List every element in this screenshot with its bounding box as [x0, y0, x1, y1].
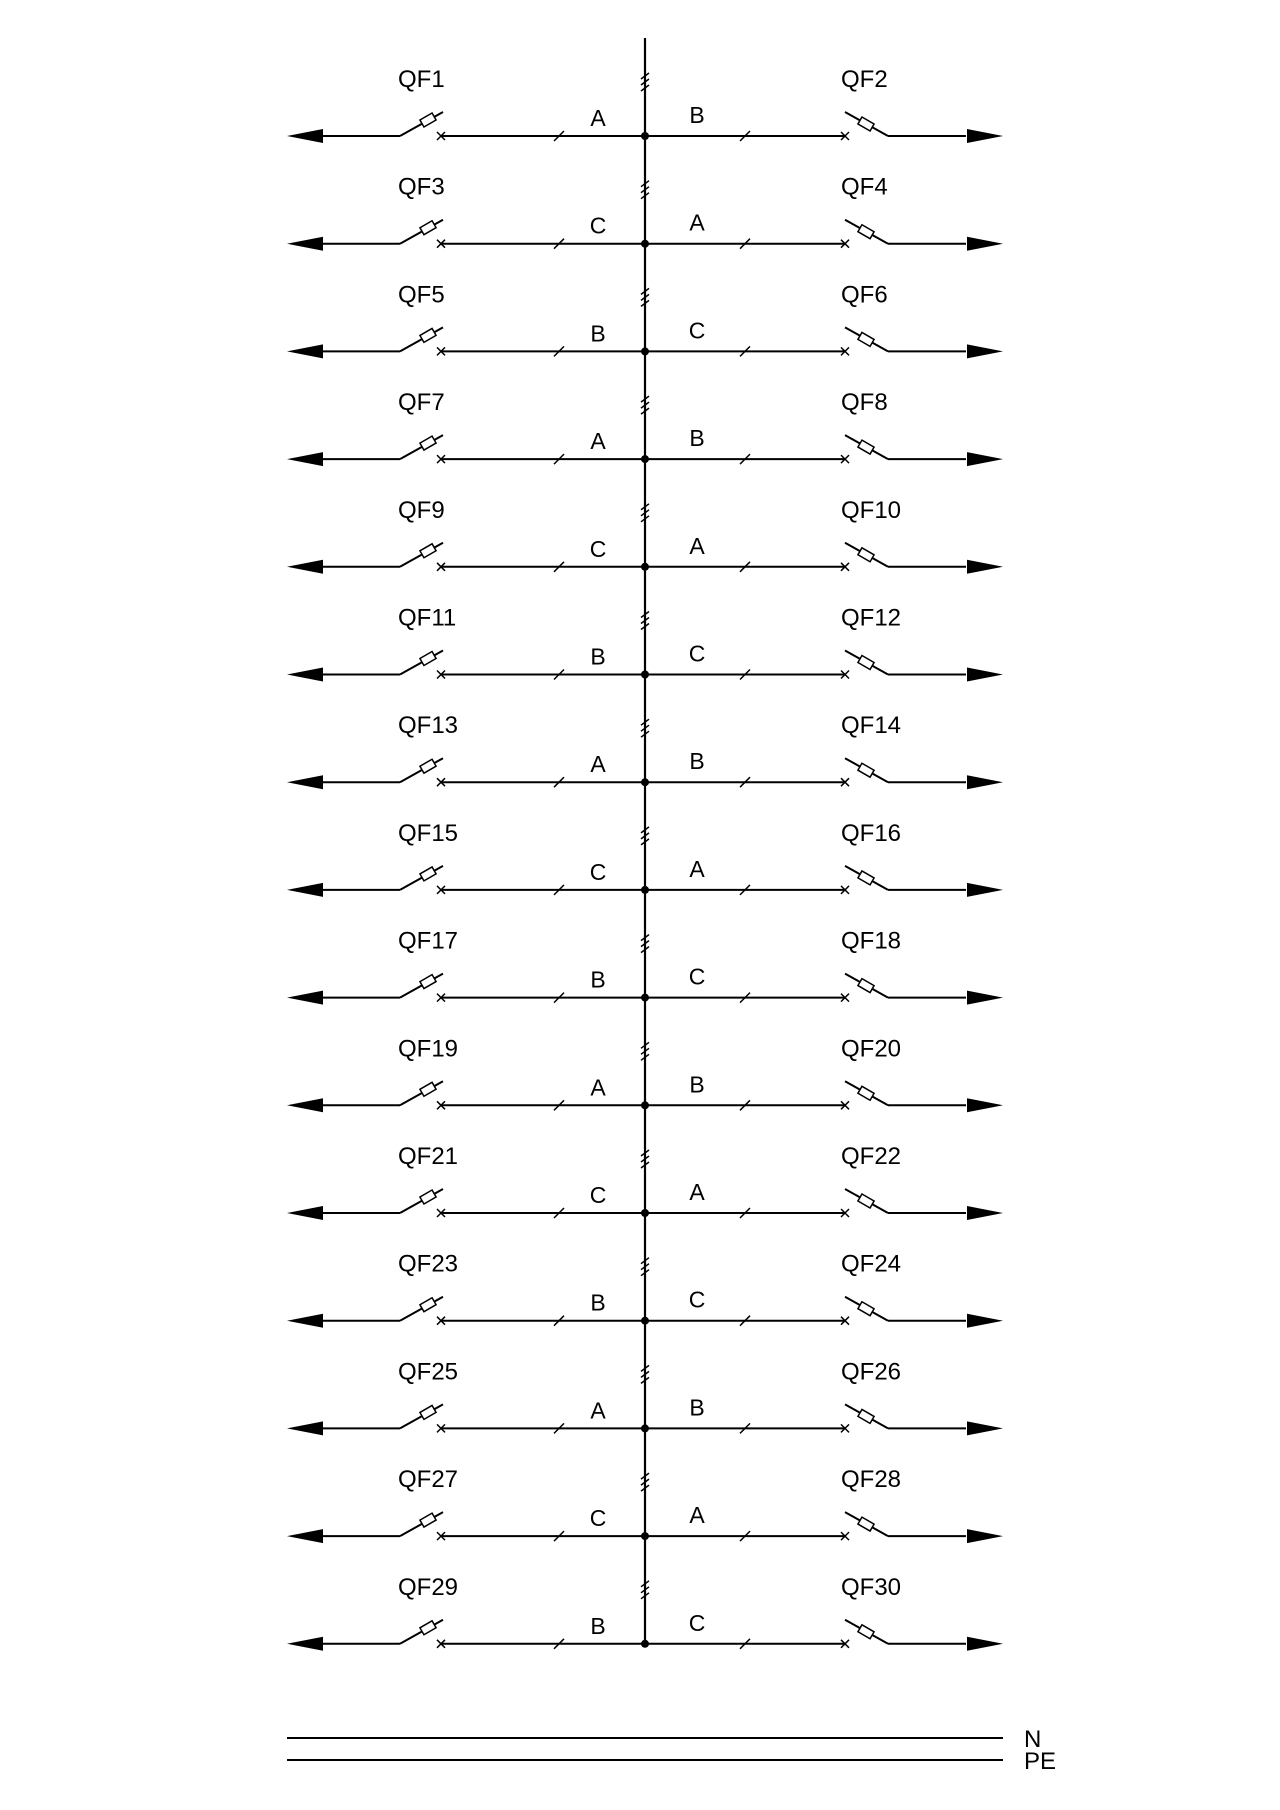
left-breaker-box	[420, 1405, 436, 1419]
left-breaker-box	[420, 1621, 436, 1635]
right-phase-label: B	[689, 748, 705, 775]
right-arrow-head	[967, 237, 1003, 251]
right-breaker-box	[858, 225, 874, 239]
right-arrow-head	[967, 991, 1003, 1005]
right-arrow-head	[967, 668, 1003, 682]
right-breaker-box	[858, 763, 874, 777]
left-phase-label: B	[590, 320, 606, 347]
left-breaker-box	[420, 328, 436, 342]
right-phase-label: B	[689, 1071, 705, 1098]
right-breaker-label: QF20	[841, 1035, 902, 1063]
right-breaker-label: QF14	[841, 712, 902, 740]
right-arrow-head	[967, 1637, 1003, 1651]
left-breaker-label: QF7	[398, 389, 445, 417]
right-phase-label: C	[688, 1286, 706, 1313]
left-phase-label: A	[590, 428, 606, 455]
left-phase-label: C	[589, 212, 607, 239]
right-breaker-box	[858, 332, 874, 346]
left-breaker-label: QF13	[398, 712, 459, 740]
left-breaker-label: QF23	[398, 1250, 459, 1278]
right-breaker-label: QF8	[841, 389, 888, 417]
right-breaker-label: QF4	[841, 173, 888, 201]
right-breaker-box	[858, 871, 874, 885]
right-breaker-label: QF22	[841, 1143, 902, 1170]
conductor	[287, 1726, 1041, 1753]
right-arrow-head	[967, 1314, 1003, 1328]
right-arrow-head	[967, 560, 1003, 574]
right-phase-label: B	[689, 425, 705, 452]
left-phase-label: A	[590, 751, 606, 778]
right-phase-label: A	[689, 532, 705, 559]
right-breaker-box	[858, 1517, 874, 1531]
right-phase-label: A	[689, 1179, 705, 1205]
conductor-label-pe: PE	[1024, 1748, 1057, 1775]
left-arrow-head	[287, 1421, 323, 1435]
left-arrow-head	[287, 1314, 323, 1328]
left-breaker-box	[420, 436, 436, 450]
left-arrow-head	[287, 560, 323, 574]
left-phase-label: B	[590, 1289, 606, 1316]
right-arrow-head	[967, 1098, 1003, 1112]
right-phase-label: C	[688, 317, 706, 344]
left-arrow-head	[287, 1637, 323, 1651]
right-phase-label: C	[688, 963, 706, 990]
right-breaker-label: QF30	[841, 1573, 902, 1601]
conductor-label-n: N	[1024, 1726, 1042, 1753]
left-breaker-box	[420, 759, 436, 773]
left-breaker-box	[420, 544, 436, 558]
left-phase-label: A	[590, 105, 606, 131]
right-breaker-box	[858, 1302, 874, 1316]
right-breaker-label: QF28	[841, 1466, 902, 1494]
left-arrow-head	[287, 1098, 323, 1112]
left-breaker-label: QF9	[398, 496, 445, 524]
left-phase-label: C	[589, 1182, 607, 1208]
left-breaker-box	[420, 113, 436, 127]
right-breaker-box	[858, 548, 874, 562]
left-breaker-box	[420, 1298, 436, 1312]
left-arrow-head	[287, 237, 323, 251]
left-arrow-head	[287, 129, 323, 143]
left-phase-label: B	[590, 1612, 606, 1639]
right-breaker-box	[858, 117, 874, 131]
left-breaker-label: QF11	[398, 604, 457, 632]
left-breaker-box	[420, 1082, 436, 1096]
right-arrow-head	[967, 1421, 1003, 1435]
right-breaker-box	[858, 440, 874, 454]
left-breaker-label: QF21	[398, 1143, 459, 1170]
conductor	[287, 1748, 1056, 1775]
right-breaker-label: QF24	[841, 1250, 902, 1278]
right-arrow-head	[967, 452, 1003, 466]
left-breaker-box	[420, 652, 436, 666]
left-arrow-head	[287, 668, 323, 682]
left-breaker-box	[420, 1513, 436, 1527]
left-phase-label: A	[590, 1397, 606, 1424]
right-arrow-head	[967, 1529, 1003, 1543]
right-breaker-label: QF6	[841, 281, 888, 309]
left-breaker-label: QF27	[398, 1466, 459, 1494]
right-phase-label: A	[689, 855, 705, 882]
right-phase-label: B	[689, 1394, 705, 1421]
left-breaker-box	[420, 1190, 436, 1204]
left-phase-label: B	[590, 966, 606, 993]
right-breaker-label: QF12	[841, 604, 902, 632]
right-breaker-label: QF18	[841, 927, 902, 955]
left-breaker-label: QF5	[398, 281, 445, 309]
right-arrow-head	[967, 344, 1003, 358]
right-breaker-box	[858, 1086, 874, 1100]
left-arrow-head	[287, 775, 323, 789]
left-arrow-head	[287, 991, 323, 1005]
right-arrow-head	[967, 883, 1003, 897]
right-breaker-label: QF26	[841, 1358, 902, 1386]
right-arrow-head	[967, 775, 1003, 789]
left-arrow-head	[287, 883, 323, 897]
right-arrow-head	[967, 1206, 1003, 1220]
right-breaker-label: QF16	[841, 819, 902, 847]
right-phase-label: C	[688, 640, 706, 667]
left-breaker-label: QF17	[398, 927, 459, 955]
left-breaker-label: QF15	[398, 819, 459, 847]
right-breaker-label: QF10	[841, 496, 902, 524]
left-arrow-head	[287, 1529, 323, 1543]
right-breaker-box	[858, 1409, 874, 1423]
right-arrow-head	[967, 129, 1003, 143]
left-breaker-label: QF19	[398, 1035, 459, 1063]
right-breaker-box	[858, 656, 874, 670]
right-phase-label: A	[689, 1502, 705, 1529]
left-arrow-head	[287, 1206, 323, 1220]
right-phase-label: C	[688, 1609, 706, 1636]
left-breaker-box	[420, 975, 436, 989]
left-phase-label: C	[589, 858, 607, 885]
left-breaker-label: QF29	[398, 1573, 459, 1601]
left-phase-label: C	[589, 1505, 607, 1532]
left-breaker-label: QF3	[398, 173, 445, 201]
right-breaker-box	[858, 979, 874, 993]
right-phase-label: A	[689, 209, 705, 236]
left-breaker-box	[420, 867, 436, 881]
left-arrow-head	[287, 452, 323, 466]
right-breaker-box	[858, 1625, 874, 1639]
right-breaker-label: QF2	[841, 66, 888, 93]
left-breaker-label: QF25	[398, 1358, 459, 1386]
left-phase-label: B	[590, 643, 606, 670]
left-breaker-label: QF1	[398, 66, 445, 93]
right-phase-label: B	[689, 102, 705, 128]
left-phase-label: A	[590, 1074, 606, 1101]
right-breaker-box	[858, 1194, 874, 1208]
left-arrow-head	[287, 344, 323, 358]
left-breaker-box	[420, 221, 436, 235]
feeder-rows	[287, 38, 1003, 1651]
conductor-lines	[287, 1726, 1056, 1775]
left-phase-label: C	[589, 535, 607, 562]
